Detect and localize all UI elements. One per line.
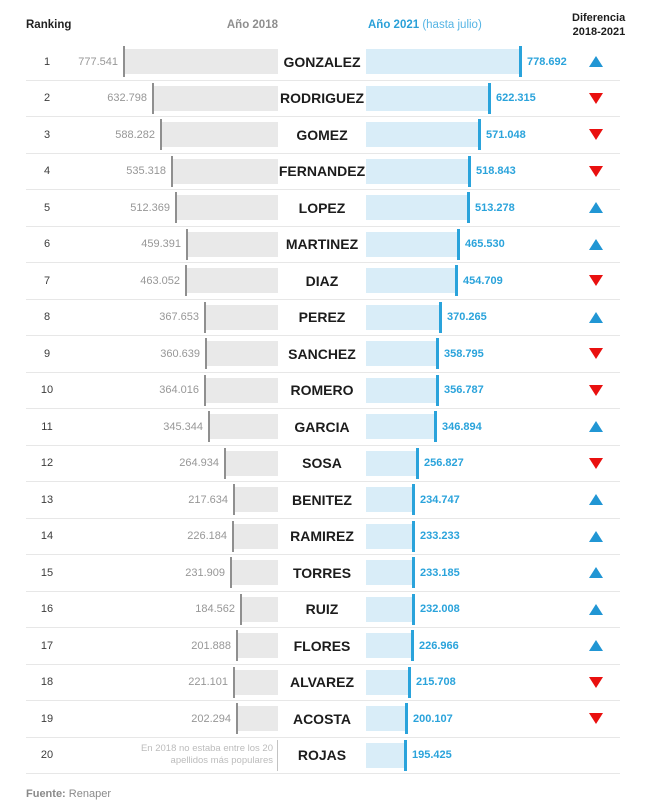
bar-2021 <box>366 232 457 257</box>
value-2021-cell <box>366 263 572 299</box>
value-2018-cell <box>68 263 278 299</box>
value-2018-cell <box>68 628 278 664</box>
surname-label: GONZALEZ <box>283 53 361 70</box>
table-row <box>26 701 620 738</box>
bar-2021 <box>366 159 468 184</box>
difference-cell <box>572 458 620 469</box>
value-2021-label: 215.708 <box>416 676 456 689</box>
bar-2021-endline <box>408 667 411 698</box>
table-row <box>26 628 620 665</box>
header-diff-label <box>572 11 625 40</box>
value-2018-label: 512.369 <box>130 201 170 214</box>
surname-label: ALVAREZ <box>289 674 355 691</box>
difference-triangle-icon <box>589 129 603 140</box>
value-2021-label: 232.008 <box>420 603 460 616</box>
value-2018-cell <box>68 446 278 482</box>
bar-2021 <box>366 414 434 439</box>
bar-2018 <box>234 524 278 549</box>
rank-value: 7 <box>43 274 51 287</box>
surname-label: LOPEZ <box>298 199 346 216</box>
bar-2018 <box>206 378 278 403</box>
value-2018-cell <box>68 227 278 263</box>
value-2018-label: 221.101 <box>188 676 228 689</box>
value-2021-cell <box>366 555 572 591</box>
surname-label: SANCHEZ <box>288 345 356 362</box>
bar-2021 <box>366 86 488 111</box>
value-2021-cell <box>366 81 572 117</box>
value-2021-label: 346.894 <box>442 420 482 433</box>
value-2021-cell <box>366 44 572 80</box>
difference-triangle-icon <box>589 385 603 396</box>
rank-value: 2 <box>43 92 51 105</box>
bar-2021-endline <box>412 521 415 552</box>
bar-2021-endline <box>412 557 415 588</box>
bar-2021-endline <box>478 119 481 150</box>
value-2018-label: 364.016 <box>159 384 199 397</box>
difference-cell <box>572 567 620 578</box>
bar-2018 <box>242 597 278 622</box>
bar-2018 <box>125 49 278 74</box>
source-label: Fuente: <box>26 788 66 800</box>
value-2018-cell <box>68 701 278 737</box>
value-2018-cell <box>68 44 278 80</box>
value-2021-label: 465.530 <box>465 238 505 251</box>
bar-2021 <box>366 341 436 366</box>
value-2021-cell <box>366 482 572 518</box>
bar-2018 <box>162 122 278 147</box>
value-2021-label: 778.692 <box>527 55 567 68</box>
bar-2018 <box>188 232 278 257</box>
source-value: Renaper <box>65 788 111 800</box>
table-row <box>26 555 620 592</box>
difference-cell <box>572 93 620 104</box>
bar-2018 <box>154 86 278 111</box>
surname-label: FERNANDEZ <box>278 163 366 180</box>
rank-value: 8 <box>43 311 51 324</box>
value-2021-label: 454.709 <box>463 274 503 287</box>
difference-cell <box>572 640 620 651</box>
bar-2021 <box>366 268 455 293</box>
difference-triangle-icon <box>589 93 603 104</box>
bar-2021 <box>366 633 411 658</box>
value-2021-label: 200.107 <box>413 712 453 725</box>
bar-2018 <box>238 706 278 731</box>
bar-2021-endline <box>457 229 460 260</box>
value-2021-label: 358.795 <box>444 347 484 360</box>
value-2018-cell <box>68 81 278 117</box>
difference-cell <box>572 129 620 140</box>
value-2021-cell <box>366 373 572 409</box>
bar-2021-endline <box>519 46 522 77</box>
bar-2021 <box>366 378 436 403</box>
value-2018-label: 459.391 <box>141 238 181 251</box>
surname-label: GARCIA <box>294 418 350 435</box>
value-2021-cell <box>366 628 572 664</box>
bar-2018 <box>226 451 278 476</box>
value-2018-cell <box>68 738 278 774</box>
bar-2021 <box>366 451 416 476</box>
header-left-group <box>26 19 278 31</box>
difference-triangle-icon <box>589 713 603 724</box>
value-2018-label: 535.318 <box>126 165 166 178</box>
bar-2021-endline <box>467 192 470 223</box>
value-2018-label: 202.294 <box>191 712 231 725</box>
difference-triangle-icon <box>589 56 603 67</box>
value-2018-label: 184.562 <box>195 603 235 616</box>
value-2021-label: 622.315 <box>496 92 536 105</box>
difference-triangle-icon <box>589 166 603 177</box>
value-2018-cell <box>68 117 278 153</box>
difference-cell <box>572 421 620 432</box>
value-2018-cell <box>68 373 278 409</box>
value-2018-label: 217.634 <box>188 493 228 506</box>
value-2018-label: 360.639 <box>160 347 200 360</box>
difference-cell <box>572 275 620 286</box>
table-row <box>26 190 620 227</box>
bar-2021 <box>366 670 408 695</box>
value-2018-label: 777.541 <box>78 55 118 68</box>
rank-value: 20 <box>40 749 54 762</box>
value-2018-label: 632.798 <box>107 92 147 105</box>
difference-triangle-icon <box>589 494 603 505</box>
surname-label: TORRES <box>292 564 352 581</box>
surname-label: BENITEZ <box>292 491 352 508</box>
surname-label: SOSA <box>302 455 342 472</box>
missing-2018-note: En 2018 no estaba entre los 20 apellidos más populares <box>140 742 273 767</box>
value-2021-cell <box>366 336 572 372</box>
value-2021-label: 226.966 <box>419 639 459 652</box>
rank-value: 4 <box>43 165 51 178</box>
header-diff-line2: 2018-2021 <box>572 26 626 38</box>
bar-2018 <box>235 670 278 695</box>
value-2021-cell <box>366 190 572 226</box>
surname-label: ROJAS <box>297 747 347 764</box>
difference-triangle-icon <box>589 531 603 542</box>
table-row <box>26 519 620 556</box>
source-footer <box>26 774 620 800</box>
difference-cell <box>572 531 620 542</box>
value-2018-label: 264.934 <box>179 457 219 470</box>
value-2018-label: 201.888 <box>191 639 231 652</box>
value-2021-cell <box>366 446 572 482</box>
value-2021-cell <box>366 738 572 774</box>
value-2021-cell <box>366 154 572 190</box>
bar-2021 <box>366 743 404 768</box>
surname-label: FLORES <box>293 637 351 654</box>
header-2018-label: Año 2018 <box>226 19 278 31</box>
rank-value: 16 <box>40 603 54 616</box>
value-2018-cell <box>68 482 278 518</box>
surname-label: RUIZ <box>305 601 339 618</box>
bar-2021-endline <box>416 448 419 479</box>
difference-cell <box>572 713 620 724</box>
bar-2018 <box>232 560 278 585</box>
value-2021-label: 370.265 <box>447 311 487 324</box>
value-2018-cell <box>68 409 278 445</box>
difference-triangle-icon <box>589 312 603 323</box>
bar-2021-endline <box>434 411 437 442</box>
value-2021-cell <box>366 117 572 153</box>
table-row <box>26 336 620 373</box>
bar-2021-endline <box>411 630 414 661</box>
value-2021-cell <box>366 592 572 628</box>
rank-value: 11 <box>41 420 53 433</box>
value-2021-cell <box>366 227 572 263</box>
value-2018-cell <box>68 336 278 372</box>
difference-triangle-icon <box>589 421 603 432</box>
bar-2021-endline <box>488 83 491 114</box>
surname-label: DIAZ <box>305 272 339 289</box>
value-2021-cell <box>366 665 572 701</box>
bar-2018 <box>177 195 278 220</box>
difference-cell <box>572 312 620 323</box>
value-2021-label: 513.278 <box>475 201 515 214</box>
bar-2018 <box>207 341 278 366</box>
rank-value: 1 <box>43 55 51 68</box>
bar-2021-endline <box>468 156 471 187</box>
bar-2018 <box>206 305 278 330</box>
value-2018-cell <box>68 190 278 226</box>
rank-value: 12 <box>40 457 54 470</box>
table-row <box>26 81 620 118</box>
bar-2018 <box>235 487 278 512</box>
bar-2021-endline <box>412 594 415 625</box>
value-2021-label: 356.787 <box>444 384 484 397</box>
bar-2021-endline <box>436 375 439 406</box>
bar-2021-endline <box>404 740 407 771</box>
value-2021-label: 233.233 <box>420 530 460 543</box>
value-2018-label: 588.282 <box>115 128 155 141</box>
bar-2021 <box>366 305 439 330</box>
difference-triangle-icon <box>589 275 603 286</box>
difference-cell <box>572 494 620 505</box>
value-2018-cell <box>68 555 278 591</box>
header-2021-label <box>366 19 572 31</box>
value-2021-cell <box>366 409 572 445</box>
difference-triangle-icon <box>589 567 603 578</box>
surname-label: GOMEZ <box>296 126 348 143</box>
bar-2021-endline <box>455 265 458 296</box>
rank-value: 9 <box>43 347 51 360</box>
difference-triangle-icon <box>589 677 603 688</box>
header-2021-main: Año 2021 <box>368 19 420 31</box>
table-row <box>26 373 620 410</box>
surname-label: RODRIGUEZ <box>280 90 364 107</box>
rank-value: 3 <box>43 128 51 141</box>
difference-cell <box>572 604 620 615</box>
table-row <box>26 446 620 483</box>
rank-value: 5 <box>43 201 51 214</box>
value-2018-cell <box>68 665 278 701</box>
value-2021-label: 256.827 <box>424 457 464 470</box>
table-row <box>26 409 620 446</box>
value-2021-label: 518.843 <box>476 165 516 178</box>
difference-cell <box>572 385 620 396</box>
value-2018-label: 226.184 <box>187 530 227 543</box>
difference-triangle-icon <box>589 202 603 213</box>
bar-2021-endline <box>436 338 439 369</box>
value-2021-label: 195.425 <box>412 749 452 762</box>
value-2021-label: 233.185 <box>420 566 460 579</box>
value-2018-cell <box>68 154 278 190</box>
table-header <box>26 0 626 44</box>
value-2018-label: 231.909 <box>185 566 225 579</box>
bar-2021 <box>366 524 412 549</box>
table-row <box>26 300 620 337</box>
rows <box>26 44 620 774</box>
value-2018-cell <box>68 300 278 336</box>
table-row <box>26 117 620 154</box>
difference-triangle-icon <box>589 604 603 615</box>
bar-2021 <box>366 706 405 731</box>
rank-value: 18 <box>40 676 54 689</box>
rank-value: 6 <box>43 238 51 251</box>
bar-2021-endline <box>405 703 408 734</box>
surname-label: MARTINEZ <box>285 236 359 253</box>
table-row <box>26 154 620 191</box>
difference-cell <box>572 239 620 250</box>
bar-2021 <box>366 560 412 585</box>
bar-2021-endline <box>439 302 442 333</box>
header-ranking-label: Ranking <box>26 19 72 31</box>
rank-value: 14 <box>40 530 54 543</box>
bar-2018 <box>238 633 278 658</box>
surname-label: ROMERO <box>290 382 354 399</box>
bar-2021 <box>366 487 412 512</box>
table-row <box>26 592 620 629</box>
rank-value: 13 <box>40 493 54 506</box>
value-2021-cell <box>366 300 572 336</box>
bar-2021 <box>366 122 478 147</box>
value-2018-label: 345.344 <box>163 420 203 433</box>
difference-triangle-icon <box>589 640 603 651</box>
table-row <box>26 665 620 702</box>
header-diff-line1: Diferencia <box>572 11 626 24</box>
bar-2021-endline <box>412 484 415 515</box>
difference-cell <box>572 56 620 67</box>
difference-cell <box>572 202 620 213</box>
value-2021-label: 571.048 <box>486 128 526 141</box>
value-2018-label: 463.052 <box>140 274 180 287</box>
difference-cell <box>572 348 620 359</box>
bar-2021 <box>366 195 467 220</box>
bar-2021 <box>366 49 519 74</box>
surname-label: RAMIREZ <box>290 528 354 545</box>
rank-value: 15 <box>40 566 54 579</box>
difference-triangle-icon <box>589 348 603 359</box>
difference-triangle-icon <box>589 239 603 250</box>
bar-2021 <box>366 597 412 622</box>
bar-2018 <box>210 414 278 439</box>
value-2018-cell <box>68 592 278 628</box>
rank-value: 17 <box>40 639 54 652</box>
header-2021-suffix: (hasta julio) <box>419 19 482 31</box>
difference-triangle-icon <box>589 458 603 469</box>
value-2018-cell <box>68 519 278 555</box>
difference-cell <box>572 677 620 688</box>
table-row <box>26 263 620 300</box>
surname-label: PEREZ <box>298 309 346 326</box>
bar-2018 <box>173 159 278 184</box>
table-row <box>26 738 620 775</box>
value-2021-cell <box>366 701 572 737</box>
value-2021-label: 234.747 <box>420 493 460 506</box>
table-row <box>26 44 620 81</box>
difference-cell <box>572 166 620 177</box>
table-row <box>26 482 620 519</box>
rank-value: 10 <box>40 384 54 397</box>
surname-label: ACOSTA <box>292 710 352 727</box>
rank-value: 19 <box>40 712 54 725</box>
value-2021-cell <box>366 519 572 555</box>
value-2018-label: 367.653 <box>159 311 199 324</box>
bar-2018 <box>187 268 278 293</box>
table-row <box>26 227 620 264</box>
